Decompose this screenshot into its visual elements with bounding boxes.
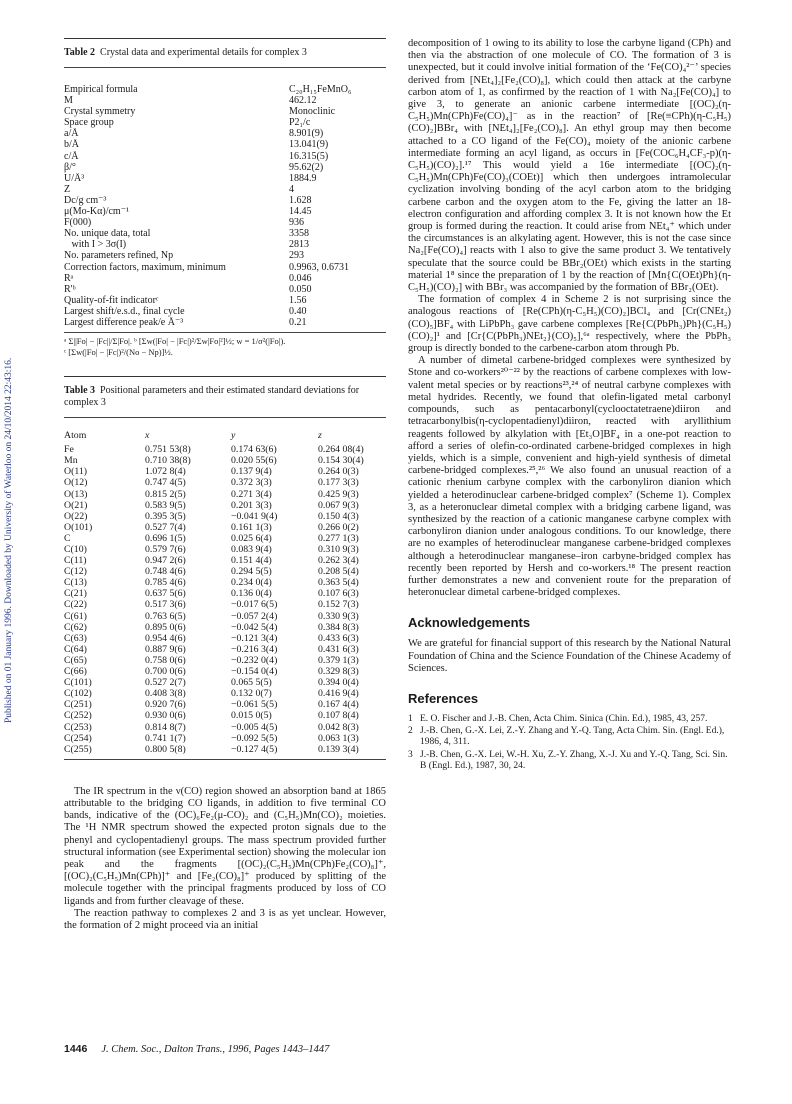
crystal-data-value: 0.050 [289, 283, 312, 295]
z-coordinate-cell: 0.416 9(4) [318, 688, 359, 700]
crystal-data-row [64, 262, 386, 273]
crystal-data-value: 4 [289, 183, 294, 195]
z-coordinate-cell: 0.177 3(3) [318, 477, 359, 489]
left-body-text [64, 786, 386, 932]
x-coordinate-cell: 0.527 7(4) [145, 521, 186, 533]
table3-header-z: z [318, 430, 322, 442]
table3-row [64, 699, 378, 710]
reference-number: 1 [408, 713, 413, 724]
crystal-data-row [64, 217, 386, 228]
x-coordinate-cell: 0.741 1(7) [145, 732, 186, 744]
atom-cell: C(10) [64, 544, 87, 555]
x-coordinate-cell: 0.785 4(6) [145, 577, 186, 589]
crystal-data-label: Space group [64, 117, 114, 129]
x-coordinate-cell: 0.696 1(5) [145, 532, 186, 544]
table3-caption-text: Positional parameters and their estimated standard deviations for complex 3 [64, 385, 360, 409]
crystal-data-row [64, 151, 386, 162]
x-coordinate-cell: 0.947 2(6) [145, 555, 186, 567]
x-coordinate-cell: 0.758 0(6) [145, 654, 186, 666]
z-coordinate-cell: 0.264 0(3) [318, 466, 359, 478]
atom-cell: C(101) [64, 677, 92, 689]
z-coordinate-cell: 0.262 3(4) [318, 555, 359, 567]
z-coordinate-cell: 0.154 30(4) [318, 455, 364, 467]
table3-row [64, 511, 378, 522]
atom-cell: Fe [64, 444, 74, 456]
atom-cell: O(12) [64, 477, 88, 489]
reference-number: 2 [408, 726, 413, 737]
reference-text: J.-B. Chen, G.-X. Lei, W.-H. Xu, Z.-Y. Zhang, X.-J. Xu and Y.-Q. Tang, Sci. Sin. B (Engl. Ed.), 1987, 30, 24. [420, 749, 728, 771]
crystal-data-label: No. unique data, total [64, 228, 151, 240]
crystal-data-value: 2813 [289, 239, 309, 251]
atom-cell: O(11) [64, 466, 88, 478]
paragraph-reaction-pathway: The reaction pathway to complexes 2 and 3 is as yet unclear. However, the formation of 2 might proceed via an initial [64, 907, 386, 932]
z-coordinate-cell: 0.431 6(3) [318, 643, 359, 655]
atom-cell: C(255) [64, 743, 92, 755]
z-coordinate-cell: 0.208 5(4) [318, 566, 359, 578]
table3-row [64, 622, 378, 633]
acknowledgements-heading: Acknowledgements [408, 615, 531, 631]
table2-footnote-1: ᵃ Σ||Fo| − |Fc||/Σ|Fo|. ᵇ [Σw(|Fo| − |Fc|)²/Σw|Fo|²]½; w = 1/σ²(|Fo|). [64, 336, 286, 347]
x-coordinate-cell: 0.710 38(8) [145, 455, 191, 467]
crystal-data-row [64, 295, 386, 306]
x-coordinate-cell: 0.747 4(5) [145, 477, 186, 489]
crystal-data-value: Monoclinic [289, 106, 336, 118]
crystal-data-row [64, 195, 386, 206]
reference-item [408, 750, 731, 772]
x-coordinate-cell: 0.887 9(6) [145, 643, 186, 655]
crystal-data-value: 95.62(2) [289, 161, 324, 173]
crystal-data-label: b/Å [64, 139, 79, 151]
crystal-data-label: Rᵃ [64, 272, 74, 284]
crystal-data-value: C₂₀H₁₅FeMnO₆ [289, 84, 352, 95]
crystal-data-value: 14.45 [289, 206, 312, 218]
crystal-data-label: U/Å³ [64, 172, 85, 184]
table3-body [64, 444, 378, 755]
z-coordinate-cell: 0.067 9(3) [318, 499, 359, 511]
crystal-data-label: with I > 3σ(I) [64, 239, 127, 251]
table3-header-x: x [145, 430, 150, 442]
y-coordinate-cell: 0.136 0(4) [231, 588, 272, 600]
crystal-data-value: 13.041(9) [289, 139, 329, 151]
atom-cell: O(22) [64, 510, 88, 522]
y-coordinate-cell: 0.151 4(4) [231, 555, 272, 567]
z-coordinate-cell: 0.107 8(4) [318, 710, 359, 722]
z-coordinate-cell: 0.266 0(2) [318, 521, 359, 533]
table3-row [64, 466, 378, 477]
y-coordinate-cell: 0.015 0(5) [231, 710, 272, 722]
atom-cell: C [64, 532, 71, 544]
y-coordinate-cell: −0.017 6(5) [231, 599, 278, 611]
y-coordinate-cell: −0.154 0(4) [231, 666, 278, 678]
reference-text: J.-B. Chen, G.-X. Lei, Z.-Y. Zhang and Y.-Q. Tang, Acta Chim. Sin. (Engl. Ed.), 1986, 4, 311. [420, 726, 725, 748]
crystal-data-label: Quality-of-fit indicatorᶜ [64, 294, 159, 306]
z-coordinate-cell: 0.150 4(3) [318, 510, 359, 522]
crystal-data-value: P2₁/c [289, 117, 311, 129]
crystal-data-value: 0.40 [289, 305, 307, 317]
table3-row [64, 644, 378, 655]
z-coordinate-cell: 0.363 5(4) [318, 577, 359, 589]
y-coordinate-cell: −0.216 3(4) [231, 643, 278, 655]
crystal-data-value: 0.9963, 0.6731 [289, 261, 349, 273]
crystal-data-label: R'ᵇ [64, 283, 76, 295]
crystal-data-row [64, 306, 386, 317]
y-coordinate-cell: −0.042 5(4) [231, 621, 278, 633]
journal-reference: J. Chem. Soc., Dalton Trans., 1996, Pages 1443–1447 [101, 1044, 330, 1055]
table2-caption-text: Crystal data and experimental details for complex 3 [100, 47, 307, 58]
table3-header-rule [64, 417, 386, 418]
crystal-data-value: 1.628 [289, 194, 312, 206]
x-coordinate-cell: 0.895 0(6) [145, 621, 186, 633]
table3-header-row [64, 430, 378, 444]
table3-row [64, 477, 378, 488]
y-coordinate-cell: −0.005 4(5) [231, 721, 278, 733]
table3-row [64, 733, 378, 744]
y-coordinate-cell: −0.092 5(5) [231, 732, 278, 744]
y-coordinate-cell: 0.161 1(3) [231, 521, 272, 533]
y-coordinate-cell: −0.061 5(5) [231, 699, 278, 711]
x-coordinate-cell: 0.748 4(6) [145, 566, 186, 578]
crystal-data-label: F(000) [64, 217, 92, 229]
z-coordinate-cell: 0.329 8(3) [318, 666, 359, 678]
paragraph-decomposition: decomposition of 1 owing to its ability to lose the carbyne ligand (CPh) and then via the abstraction of one molecule of CO. The formation of 3 is unexpected, but it could involve initial formation of the ‘Fe(CO)₄²⁻’ species derived from [NEt₄]₂[Fe₂(CO)₈], which could then attack at the carbyne carbon atom of 1, as confirmed by the reaction of 1 with Na₂[Fe(CO)₄] to give 3, to generate an anionic carbene intermediate [(OC)₂(η-C₅H₅)Mn(CPh)Fe(CO)₄]⁻ as in the reaction⁷ of [Re(≡CPh)(η-C₅H₅)(CO)₂]BBr₄ with [NEt₄]₂[Fe₂(CO)₈]. An ethyl group may then become attached to a CO ligand of the Fe(CO)₄ moiety of the anionic carbene intermediate forming an acyl ligand, as occurs in [Fe(COC₆H₄CF₃-p)(η-C₅H₅)(CO)₂].¹⁷ This would yield a 16e intermediate [(OC)₂(η-C₅H₅)Mn(CPh)Fe(CO)₃(COEt)] which then undergoes intramolecular cyclization involving bonding of the acyl carbon atom to the bridging carbene carbon and the oxygen atom to the Fe, giving the latter an 18-electron configuration and affording complex 3. It is not known how the Et group is formed during the reaction. It could arise from NEt₄⁺ which under the circumstances is an alkylating agent. However, this is not the case since Na₂[Fe(CO)₄] reacts with 1 also to give the same product 3. We tentatively speculate that the source could be BBr₂(OEt) which exists in the starting material 1⁸ since the preparation of 1 by the reaction of [Mn{C(OEt)Ph}(η-C₅H₅)(CO)₂] with BBr₃ was accompanied by the formation of BBr₂(OEt). [408, 38, 731, 294]
x-coordinate-cell: 0.517 3(6) [145, 599, 186, 611]
table2-footnote-2: ᶜ [Σw(|Fo| − |Fc|)²/(No − Np)]½. [64, 347, 173, 358]
x-coordinate-cell: 0.920 7(6) [145, 699, 186, 711]
x-coordinate-cell: 0.800 5(8) [145, 743, 186, 755]
crystal-data-row [64, 184, 386, 195]
reference-text: E. O. Fischer and J.-B. Chen, Acta Chim. Sinica (Chin. Ed.), 1985, 43, 257. [420, 713, 708, 724]
x-coordinate-cell: 0.637 5(6) [145, 588, 186, 600]
table3-header-y: y [231, 430, 236, 442]
crystal-data-value: 16.315(5) [289, 150, 329, 162]
acknowledgements-paragraph: We are grateful for financial support of this research by the National Natural Foundation of China and the Science Foundation of the Chinese Academy of Sciences. [408, 638, 731, 674]
crystal-data-value: 3358 [289, 228, 309, 240]
atom-cell: C(63) [64, 632, 87, 644]
table2-number: Table 2 [64, 47, 96, 58]
z-coordinate-cell: 0.425 9(3) [318, 488, 359, 500]
atom-cell: C(254) [64, 732, 92, 744]
y-coordinate-cell: −0.127 4(5) [231, 743, 278, 755]
crystal-data-row [64, 139, 386, 150]
right-body-text [408, 38, 731, 599]
y-coordinate-cell: 0.025 6(4) [231, 532, 272, 544]
table3-header-atom: Atom [64, 430, 87, 442]
atom-cell: C(252) [64, 710, 92, 722]
crystal-data-label: Crystal symmetry [64, 106, 136, 118]
x-coordinate-cell: 0.815 2(5) [145, 488, 186, 500]
table3-row [64, 666, 378, 677]
x-coordinate-cell: 0.527 2(7) [145, 677, 186, 689]
reference-number: 3 [408, 749, 413, 760]
table2-bottom-rule [64, 332, 386, 333]
crystal-data-value: 8.901(9) [289, 128, 324, 140]
y-coordinate-cell: 0.234 0(4) [231, 577, 272, 589]
table3-row [64, 544, 378, 555]
crystal-data-label: Empirical formula [64, 84, 138, 95]
crystal-data-row [64, 317, 386, 328]
table3-row [64, 455, 378, 466]
crystal-data-label: Dc/g cm⁻³ [64, 194, 107, 206]
crystal-data-value: 462.12 [289, 95, 317, 107]
left-column [64, 38, 386, 932]
atom-cell: C(62) [64, 621, 87, 633]
crystal-data-row [64, 206, 386, 217]
x-coordinate-cell: 0.700 0(6) [145, 666, 186, 678]
crystal-data-table [64, 84, 386, 328]
y-coordinate-cell: 0.372 3(3) [231, 477, 272, 489]
right-column [408, 38, 731, 773]
z-coordinate-cell: 0.042 8(3) [318, 721, 359, 733]
z-coordinate-cell: 0.152 7(3) [318, 599, 359, 611]
crystal-data-label: β/° [64, 161, 76, 173]
z-coordinate-cell: 0.107 6(3) [318, 588, 359, 600]
atom-cell: C(22) [64, 599, 87, 611]
paragraph-ir-spectrum: The IR spectrum in the ν(CO) region showed an absorption band at 1865 attributable to the bridging CO ligands, in addition to five terminal CO bands, indicative of the (OC)₆Fe₂(μ-CO)₂ and (C₅H₅)Mn(CO)₂ moieties. The ¹H NMR spectrum showed the expected proton signals due to the phenyl and cyclopentadienyl groups. The mass spectrum provided further structural information (see Experimental section) showing the molecular ion peak and the fragments [(OC)₂(C₅H₅)Mn(CPh)Fe₂(CO)₈]⁺, [(OC)₂(C₅H₅)Mn(CPh)]⁺ and [Fe₂(CO)₈]⁺ produced by splitting of the molecule together with the principal fragments produced by loss of CO ligands and from further cleavage of these. [64, 785, 386, 907]
x-coordinate-cell: 0.763 6(5) [145, 610, 186, 622]
crystal-data-label: Largest shift/e.s.d., final cycle [64, 305, 185, 317]
x-coordinate-cell: 0.814 8(7) [145, 721, 186, 733]
z-coordinate-cell: 0.330 9(3) [318, 610, 359, 622]
z-coordinate-cell: 0.384 8(3) [318, 621, 359, 633]
table3-row [64, 533, 378, 544]
table3-row [64, 588, 378, 599]
crystal-data-row [64, 284, 386, 295]
atom-cell: C(251) [64, 699, 92, 711]
table3-row [64, 633, 378, 644]
atom-cell: C(13) [64, 577, 87, 589]
paragraph-complex-4: The formation of complex 4 in Scheme 2 is not surprising since the analogous reactions of [Re(CPh)(η-C₅H₅)(CO)₂]BCl₄ and [Cr(CNEt₂)(CO)₅]BF₄ with LiPbPh₃ gave carbene complexes [Re{C(PbPh₃)Ph}(C₅H₅)(CO)₂]¹ and [Cr{C(PbPh₃)NEt₂}(CO)₅],⁶ᵃ respectively, where the PbPh₃ group is directly bonded to the carbene-carbon atom through Pb. [408, 294, 731, 355]
y-coordinate-cell: −0.041 9(4) [231, 510, 278, 522]
z-coordinate-cell: 0.379 1(3) [318, 654, 359, 666]
atom-cell: Mn [64, 455, 78, 467]
z-coordinate-cell: 0.310 9(3) [318, 544, 359, 555]
y-coordinate-cell: 0.271 3(4) [231, 488, 272, 500]
y-coordinate-cell: 0.201 3(3) [231, 499, 272, 511]
y-coordinate-cell: −0.057 2(4) [231, 610, 278, 622]
table3-row [64, 710, 378, 721]
reference-item [408, 726, 731, 748]
x-coordinate-cell: 0.954 4(6) [145, 632, 186, 644]
table2-top-rule [64, 38, 386, 39]
x-coordinate-cell: 0.930 0(6) [145, 710, 186, 722]
crystal-data-row [64, 84, 386, 95]
paragraph-dimetal-complexes: A number of dimetal carbene-bridged complexes were synthesized by Stone and co-workers²⁰⁻²² by the reactions of carbene complexes with low-valent metal species or by reactions²³,²⁴ of neutral carbyne complexes with metal hydrides. Recently, we found that olefin-ligated metal carbonyl compounds, such as pentacarbonyl(cyclooctatetraene)diiron and tetracarbonylbis(η-cyclopentadienyl)diiron, reacted with aryllithium reagents followed by alkylation with [Et₃O]BF₄ in a one-pot reaction to afford a series of olefin-co-ordinated carbene-bridged complexes in high yields, which is a simple, convenient and high-yield synthesis of dimetal carbene-bridged complexes.²⁵,²⁶ We also found an unusual reaction of a cationic rhenium carbyne complex with the carbonyliron dianion which yielded a heterodinuclear carbene-bridged complex⁷ (Scheme 1). Complex 3, as a heteronuclear dimetal complex with a bridging carbene ligand, was synthesized by the reaction of a cationic manganese carbyne complex with carbonyliron dianion under analogous conditions. To our knowledge, there are no examples of heterodinuclear manganese carbene-bridged complexes although a heterodinuclear manganese–iron carbyne-bridged complex has recently been reported by Hersh and co-workers.¹⁸ The present reaction further demonstrates a new and convenient route for the preparation of heteronuclear dimetal carbene-bridged complexes. [408, 355, 731, 599]
crystal-data-label: Correction factors, maximum, minimum [64, 261, 226, 273]
crystal-data-label: Z [64, 183, 71, 195]
crystal-data-value: 1884.9 [289, 172, 317, 184]
atom-cell: C(21) [64, 588, 87, 600]
crystal-data-row [64, 173, 386, 184]
crystal-data-value: 293 [289, 250, 304, 262]
table3-caption [64, 385, 386, 409]
z-coordinate-cell: 0.063 1(3) [318, 732, 359, 744]
table3-row [64, 444, 378, 455]
table3-row [64, 611, 378, 622]
page-footer [64, 1043, 394, 1055]
y-coordinate-cell: 0.065 5(5) [231, 677, 272, 689]
table3-row [64, 489, 378, 500]
crystal-data-label: Largest difference peak/e Å⁻³ [64, 316, 184, 328]
download-watermark: Published on 01 January 1996. Downloaded by University of Waterloo on 24/10/2014 22:43:16. [4, 357, 14, 723]
page-number: 1446 [64, 1043, 88, 1055]
crystal-data-label: c/Å [64, 150, 79, 162]
crystal-data-value: 0.046 [289, 272, 312, 284]
atom-cell: O(21) [64, 499, 88, 511]
crystal-data-value: 936 [289, 217, 304, 229]
atom-cell: O(101) [64, 521, 93, 533]
table3-row [64, 722, 378, 733]
x-coordinate-cell: 0.579 7(6) [145, 544, 186, 555]
y-coordinate-cell: 0.137 9(4) [231, 466, 272, 478]
atom-cell: C(12) [64, 566, 87, 578]
atom-cell: C(253) [64, 721, 92, 733]
y-coordinate-cell: 0.174 63(6) [231, 444, 277, 456]
y-coordinate-cell: −0.121 3(4) [231, 632, 278, 644]
atom-cell: C(102) [64, 688, 92, 700]
z-coordinate-cell: 0.167 4(4) [318, 699, 359, 711]
z-coordinate-cell: 0.433 6(3) [318, 632, 359, 644]
positional-parameters-table [64, 430, 378, 755]
y-coordinate-cell: 0.132 0(7) [231, 688, 272, 700]
table3-row [64, 522, 378, 533]
references-list [408, 714, 731, 772]
crystal-data-row [64, 250, 386, 261]
x-coordinate-cell: 0.751 53(8) [145, 444, 191, 456]
y-coordinate-cell: 0.020 55(6) [231, 455, 277, 467]
table3-bottom-rule [64, 759, 386, 760]
crystal-data-label: μ(Mo-Kα)/cm⁻¹ [64, 206, 129, 218]
crystal-data-row [64, 95, 386, 106]
x-coordinate-cell: 0.583 9(5) [145, 499, 186, 511]
references-heading: References [408, 690, 479, 706]
y-coordinate-cell: 0.294 5(5) [231, 566, 272, 578]
crystal-data-row [64, 117, 386, 128]
table3-row [64, 566, 378, 577]
table2-header-rule [64, 67, 386, 68]
crystal-data-label: M [64, 95, 73, 107]
crystal-data-row [64, 239, 386, 250]
x-coordinate-cell: 0.408 3(8) [145, 688, 186, 700]
crystal-data-row [64, 128, 386, 139]
table3-number: Table 3 [64, 385, 96, 397]
x-coordinate-cell: 1.072 8(4) [145, 466, 186, 478]
y-coordinate-cell: −0.232 0(4) [231, 654, 278, 666]
table3-top-rule [64, 376, 386, 377]
atom-cell: C(11) [64, 555, 87, 567]
crystal-data-row [64, 106, 386, 117]
atom-cell: C(64) [64, 643, 87, 655]
acknowledgements-text [408, 638, 731, 675]
table3-row [64, 577, 378, 588]
table3-row [64, 688, 378, 699]
z-coordinate-cell: 0.394 0(4) [318, 677, 359, 689]
atom-cell: C(61) [64, 610, 87, 622]
table3-row [64, 500, 378, 511]
reference-item [408, 714, 731, 725]
table3-row [64, 655, 378, 666]
y-coordinate-cell: 0.083 9(4) [231, 544, 272, 555]
z-coordinate-cell: 0.264 08(4) [318, 444, 364, 456]
z-coordinate-cell: 0.277 1(3) [318, 532, 359, 544]
x-coordinate-cell: 0.395 3(5) [145, 510, 186, 522]
atom-cell: C(65) [64, 654, 87, 666]
z-coordinate-cell: 0.139 3(4) [318, 743, 359, 755]
crystal-data-row [64, 228, 386, 239]
crystal-data-value: 1.56 [289, 294, 307, 306]
crystal-data-label: a/Å [64, 128, 79, 140]
table2-caption [64, 47, 386, 59]
crystal-data-label: No. parameters refined, Np [64, 250, 174, 262]
atom-cell: C(66) [64, 666, 87, 678]
table3-row [64, 599, 378, 610]
table3-row [64, 744, 378, 755]
table3-row [64, 677, 378, 688]
table3-row [64, 555, 378, 566]
crystal-data-row [64, 162, 386, 173]
crystal-data-value: 0.21 [289, 316, 307, 328]
crystal-data-row [64, 273, 386, 284]
atom-cell: O(13) [64, 488, 88, 500]
